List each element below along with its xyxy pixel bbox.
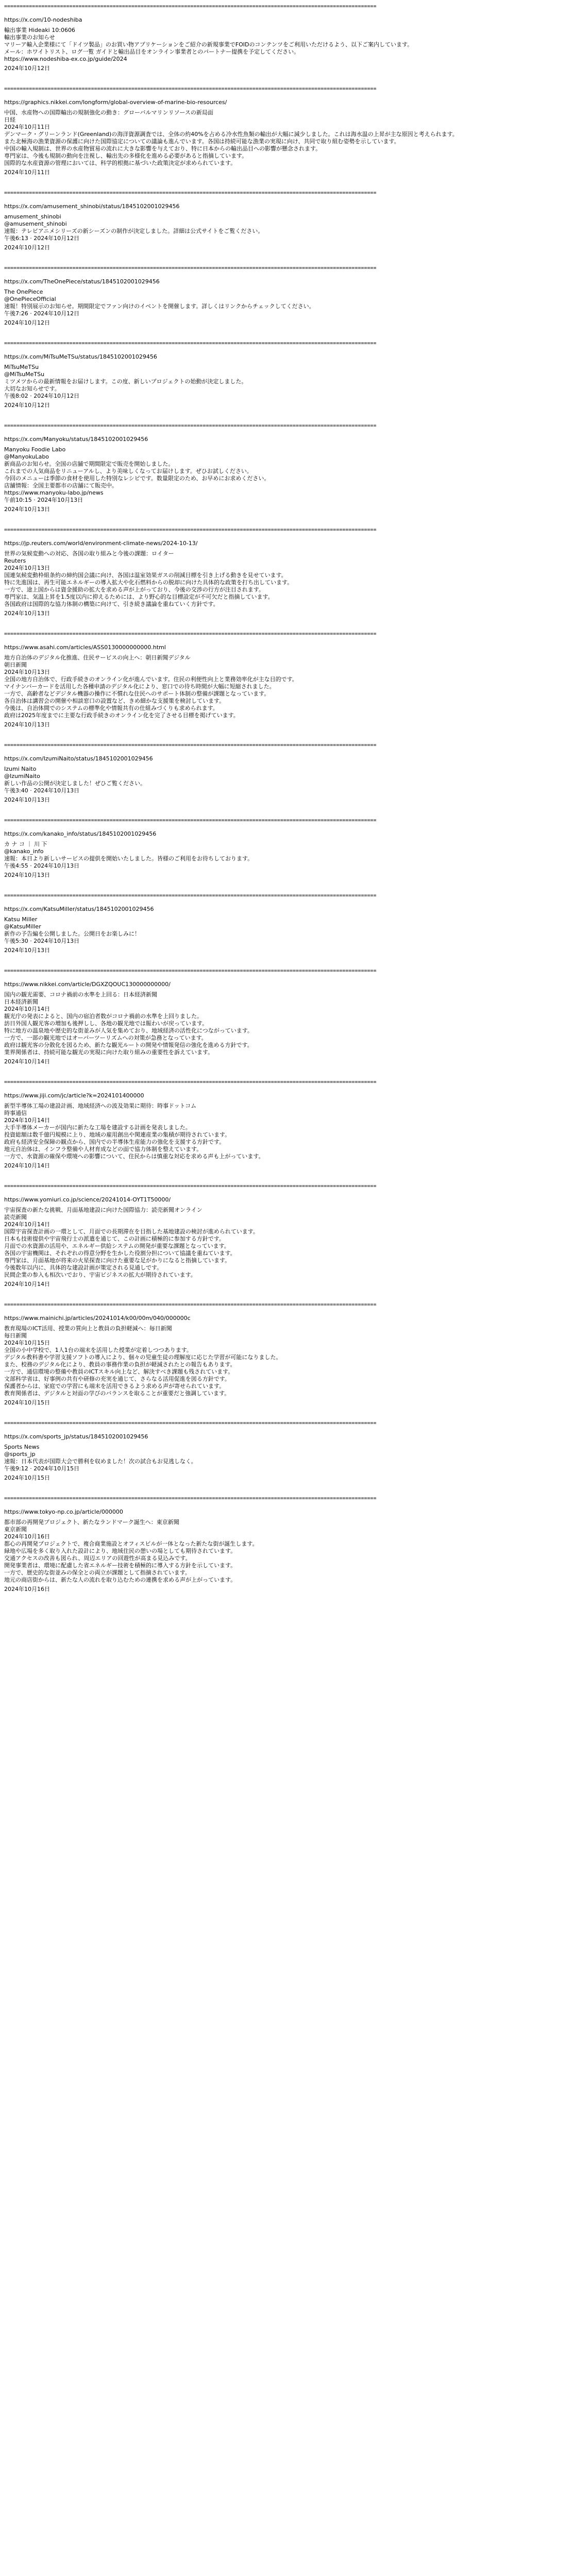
document-entry — [4, 892, 561, 954]
entry-text-line: 午後9:12 · 2024年10月15日 — [4, 1465, 80, 1472]
entry-text-line: 午後5:30 · 2024年10月13日 — [4, 938, 80, 944]
entry-text-line: 世界の気候変動への対応、各国の取り組みと今後の課題：ロイター — [4, 550, 174, 557]
entry-text-line: @MiTsuMeTSu — [4, 371, 45, 378]
entry-text-line: 訪日外国人観光客の増加も後押しし、各地の観光地では賑わいが戻っています。 — [4, 1020, 208, 1027]
entry-text-line: 地方自治体のデジタル化推進、住民サービスの向上へ：朝日新聞デジタル — [4, 654, 191, 661]
entry-text-line: 大切なお知らせです。 — [4, 385, 60, 392]
entry-text-line: ミツメツからの最新情報をお届けします。この度、新しいプロジェクトの始動が決定しました。 — [4, 378, 247, 385]
entry-text-line: 国連気候変動枠組条約の締約国会議に向け、各国は温室効果ガスの削減目標を引き上げる動きを見せています。 — [4, 572, 287, 579]
entry-text-line: 一方で、歴史的な街並みの保全との両立が課題として指摘されています。 — [4, 1569, 191, 1576]
entry-date: 2024年10月13日 — [4, 610, 50, 617]
entry-text-line: 午後4:55 · 2024年10月13日 — [4, 862, 80, 869]
entry-text-line: 都心の再開発プロジェクトで、複合商業施設とオフィスビルが一体となった新たな街が誕生します。 — [4, 1540, 258, 1547]
entry-text-line: 国際宇宙探査計画の一環として、月面での長期滞在を目指した基地建設の検討が進められています。 — [4, 1228, 259, 1235]
entry-separator: ======================================================================================================================== — [4, 4, 377, 9]
entry-text-line: MiTsuMeTSu — [4, 364, 39, 370]
entry-text-line: @sports_jp — [4, 1451, 36, 1458]
document-entry — [4, 1495, 561, 1593]
entry-text-line: 特に先進国は、再生可能エネルギーの導入拡大や化石燃料からの脱却に向けた具体的な政策を打ち出しています。 — [4, 579, 293, 586]
entry-url-link[interactable]: https://x.com/10-nodeshiba — [4, 16, 82, 23]
entry-url-link[interactable]: https://www.nikkei.com/article/DGXZQOUC130000000000/ — [4, 981, 171, 988]
entry-url-link[interactable]: https://x.com/Manyoku/status/1845102001029456 — [4, 436, 148, 443]
entry-text-line: 中国、水産物への国際輸出の規制強化の動き：グローバルマリンリソースの新局面 — [4, 109, 213, 116]
entry-text-line: 都市部の再開発プロジェクト、新たなランドマーク誕生へ：東京新聞 — [4, 1519, 179, 1526]
entry-text-line: 新作の予告編を公開しました。公開日をお楽しみに！ — [4, 930, 140, 937]
entry-text-line: 2024年10月14日 — [4, 1117, 50, 1124]
entry-text-line: @OnePieceOfficial — [4, 296, 56, 302]
entry-text-line: 全国の小中学校で、1人1台の端末を活用した授業が定着しつつあります。 — [4, 1347, 192, 1353]
entry-text-line: 速報：本日より新しいサービスの提供を開始いたしました。皆様のご利用をお待ちしております。 — [4, 855, 254, 862]
entry-url-link[interactable]: https://www.jiji.com/jc/article?k=2024101400000 — [4, 1092, 144, 1099]
entry-text-line: 教育関係者は、デジタルと対面の学びのバランスを取ることが重要だと強調しています。 — [4, 1390, 230, 1397]
entry-text-line: Sports News — [4, 1444, 40, 1450]
entry-separator: ======================================================================================================================== — [4, 818, 377, 823]
entry-text-line: 今後数年以内に、具体的な建設計画が策定される見通しです。 — [4, 1264, 163, 1271]
entry-text-line: 店舗情報：全国主要都市の店舗にて販売中。 — [4, 482, 117, 489]
document-entry — [4, 968, 561, 1065]
entry-date: 2024年10月13日 — [4, 947, 50, 954]
document-entry — [4, 631, 561, 728]
entry-text-line: デンマーク・グリーンランド(Greenland)の海洋資源調査では、全体の約40%を占める冷水性魚類の輸出が大幅に減少しました。これは海水温の上昇が主な原因と考えられます。 — [4, 131, 458, 138]
entry-text-line: 中国の輸入規制は、世界の水産物貿易の流れに大きな影響を与えており、特に日本からの輸出品目への影響が懸念されます。 — [4, 145, 322, 152]
entry-text-line: 地元の商店街からは、新たな人の流れを取り込むための連携を求める声が上がっています。 — [4, 1577, 237, 1583]
document-entry — [4, 742, 561, 804]
entry-text-line: カ ナ コ ｜ 川 下 — [4, 841, 47, 848]
entry-text-line: 月面での水資源の活用や、エネルギー供給システムの開発が重要な課題となっています。 — [4, 1243, 230, 1249]
entry-separator: ======================================================================================================================== — [4, 742, 377, 748]
entry-date: 2024年10月15日 — [4, 1399, 50, 1406]
document-entry — [4, 1183, 561, 1288]
entry-text-line: 政府は2025年度までに主要な行政手続きのオンライン化を完了させる目標を掲げています。 — [4, 712, 239, 719]
entry-text-line: @ManyokuLabo — [4, 453, 49, 460]
entry-text-line: 特に地方の温泉地や歴史的な街並みが人気を集めており、地域経済の活性化につながっています。 — [4, 1027, 253, 1034]
entry-text-line: 毎日新聞 — [4, 1332, 27, 1339]
document-entry — [4, 340, 561, 409]
entry-date: 2024年10月13日 — [4, 721, 50, 728]
entry-text-line: 地元自治体は、インフラ整備や人材育成などの面で協力体制を整えています。 — [4, 1146, 203, 1153]
entry-text-line: 民間企業の参入も相次いでおり、宇宙ビジネスの拡大が期待されています。 — [4, 1272, 196, 1278]
entry-separator: ======================================================================================================================== — [4, 86, 377, 92]
entry-text-line: デジタル教科書や学習支援ソフトの導入により、個々の児童生徒の理解度に応じた学習が可能になりました。 — [4, 1354, 282, 1361]
entry-text-line: メール：ホワイトリスト、ログ一覧 ガイドと輸出品目をオンライン事業者とのパートナー提携を予定してください。 — [4, 48, 300, 55]
entry-text-line: 朝日新聞 — [4, 662, 27, 668]
entry-text-line: 各国の宇宙機関は、それぞれの得意分野を生かした役割分担について協議を重ねています。 — [4, 1250, 236, 1257]
entry-url-link[interactable]: https://www.mainichi.jp/articles/20241014/k00/00m/040/000000c — [4, 1315, 191, 1321]
entry-text-line: 輸出事業 Hideaki 10:0606 — [4, 27, 75, 33]
entry-text-line: 投資総額は数千億円規模に上り、地域の雇用創出や関連産業の集積が期待されています。 — [4, 1131, 231, 1138]
entry-text-line: Manyoku Foodie Labo — [4, 446, 66, 453]
entry-text-line: 大手半導体メーカーが国内に新たな工場を建設する計画を発表しました。 — [4, 1124, 191, 1131]
entry-text-line: 午後7:26 · 2024年10月12日 — [4, 310, 80, 317]
entry-text-line: 2024年10月14日 — [4, 1006, 50, 1012]
entry-separator: ======================================================================================================================== — [4, 190, 377, 196]
entry-text-line: 観光庁の発表によると、国内の宿泊者数がコロナ禍前の水準を上回りました。 — [4, 1013, 203, 1020]
entry-text-line: Katsu Miller — [4, 916, 38, 923]
entry-text-line: 速報：日本代表が国際大会で勝利を収めました！次の試合もお見逃しなく。 — [4, 1458, 197, 1465]
entry-text-line: 全国の地方自治体で、行政手続きのオンライン化が進んでいます。住民の利便性向上と業務効率化が主な目的です。 — [4, 676, 298, 683]
entry-date: 2024年10月11日 — [4, 169, 50, 176]
entry-text-line: 各自治体は講習会の開催や相談窓口の設置など、きめ細かな支援策を検討しています。 — [4, 698, 225, 704]
entry-text-line: 午後3:40 · 2024年10月13日 — [4, 787, 80, 794]
document-entry — [4, 817, 561, 879]
entry-text-line: 2024年10月14日 — [4, 1221, 50, 1228]
entry-url-link[interactable]: https://www.asahi.com/articles/ASS0130000000000.html — [4, 644, 166, 651]
entry-url-link[interactable]: https://graphics.nikkei.com/longform/global-overview-of-marine-bio-resources/ — [4, 99, 227, 106]
entry-separator: ======================================================================================================================== — [4, 527, 377, 533]
entry-text-line: @amusement_shinobi — [4, 221, 67, 227]
entry-text-line: @IzumiNaito — [4, 773, 40, 779]
entry-text-line: Reuters — [4, 557, 26, 564]
entry-text-line: amusement_shinobi — [4, 213, 61, 220]
entry-text-line: 開発事業者は、環境に配慮した省エネルギー技術を積極的に導入する方針を示しています。 — [4, 1562, 237, 1569]
entry-date: 2024年10月13日 — [4, 506, 50, 513]
entry-date: 2024年10月13日 — [4, 872, 50, 878]
entry-text-line: 速報！特別展示のお知らせ。期間限定でファン向けのイベントを開催します。詳しくはリンクからチェックしてください。 — [4, 303, 315, 310]
entry-text-line: 一方で、途上国からは資金援助の拡大を求める声が上がっており、今後の交渉の行方が注目されます。 — [4, 586, 264, 593]
entry-separator: ======================================================================================================================== — [4, 1183, 377, 1189]
entry-text-line: 交通アクセスの改善も図られ、周辺エリアの回遊性が高まる見込みです。 — [4, 1555, 191, 1562]
entry-text-line: @kanako_info — [4, 848, 44, 855]
entry-text-line: 輸出事業のお知らせ — [4, 34, 55, 41]
entry-text-line: 2024年10月13日 — [4, 565, 50, 571]
entry-text-line: 専門家は、気温上昇を1.5度以内に抑えるためには、より野心的な目標設定が不可欠だと指摘しています。 — [4, 594, 274, 600]
document-entry — [4, 265, 561, 327]
entry-text-line: 東京新聞 — [4, 1526, 27, 1533]
document-entry — [4, 1079, 561, 1170]
entry-text-line: 新しい作品の公開が決定しました！ぜひご覧ください。 — [4, 780, 146, 787]
entry-date: 2024年10月14日 — [4, 1058, 50, 1065]
entry-separator: ======================================================================================================================== — [4, 968, 377, 974]
entry-text-line: 今回のメニューは季節の食材を使用した特別なレシピです。数量限定のため、お早めにお求めください。 — [4, 475, 270, 482]
entry-text-line: https://www.nodeshiba-ex.co.jp/guide/2024 — [4, 56, 127, 62]
entry-text-line: 国内の観光需要、コロナ禍前の水準を上回る：日本経済新聞 — [4, 991, 157, 998]
entry-text-line: 一方で、一部の観光地ではオーバーツーリズムへの対策が急務となっています。 — [4, 1035, 207, 1041]
entry-text-line: 業界関係者は、持続可能な観光の実現に向けた取り組みの重要性を訴えています。 — [4, 1049, 214, 1056]
entry-text-line: 日本も技術提供や宇宙飛行士の派遣を通じて、この計画に積極的に参加する方針です。 — [4, 1235, 225, 1242]
document-entry — [4, 190, 561, 251]
entry-text-line: 政府も経済安全保障の観点から、国内での半導体生産能力の強化を支援する方針です。 — [4, 1139, 225, 1145]
entry-text-line: 午前10:15 · 2024年10月13日 — [4, 497, 83, 503]
entry-text-line: また北極海の漁業資源の保護に向けた国際協定についての議論も進んでいます。各国は持続可能な漁業の実現に向け、共同で取り組む姿勢を示しています。 — [4, 138, 400, 145]
entry-url-link[interactable]: https://x.com/amusement_shinobi/status/1845102001029456 — [4, 203, 180, 210]
entry-separator: ======================================================================================================================== — [4, 893, 377, 899]
document-entry — [4, 422, 561, 513]
entry-date: 2024年10月12日 — [4, 402, 50, 409]
entry-separator: ======================================================================================================================== — [4, 341, 377, 346]
entry-text-line: 教育現場のICT活用、授業の質向上と教員の負担軽減へ：毎日新聞 — [4, 1325, 172, 1332]
entry-date: 2024年10月12日 — [4, 319, 50, 326]
entry-text-line: 日本経済新聞 — [4, 998, 38, 1005]
entry-date: 2024年10月12日 — [4, 244, 50, 251]
entry-url-link[interactable]: https://x.com/sports_jp/status/1845102001029456 — [4, 1433, 148, 1440]
entry-separator: ======================================================================================================================== — [4, 1496, 377, 1501]
entry-text-line: マイナンバーカードを活用した各種申請のデジタル化により、窓口での待ち時間が大幅に短縮されました。 — [4, 683, 275, 690]
entry-url-link[interactable]: https://jp.reuters.com/world/environment-climate-news/2024-10-13/ — [4, 540, 198, 547]
entry-separator: ======================================================================================================================== — [4, 423, 377, 429]
entry-text-line: 2024年10月16日 — [4, 1533, 50, 1540]
entry-text-line: 専門家は、今後も規制の動向を注視し、輸出先の多様化を進める必要があると指摘しています。 — [4, 152, 248, 159]
entry-text-line: 2024年10月15日 — [4, 1340, 50, 1346]
entry-date: 2024年10月16日 — [4, 1586, 50, 1592]
entry-url-link[interactable]: https://x.com/kanako_info/status/1845102001029456 — [4, 831, 157, 837]
entry-text-line: 文部科学省は、好事例の共有や研修の充実を通じて、さらなる活用促進を図る方針です。 — [4, 1376, 230, 1382]
entry-url-link[interactable]: https://x.com/IzumiNaito/status/1845102001029456 — [4, 755, 153, 762]
entry-text-line: 今後は、自治体間でのシステムの標準化や情報共有の仕組みづくりも求められます。 — [4, 705, 218, 711]
entry-text-line: https://www.manyoku-labo.jp/news — [4, 489, 104, 496]
entry-text-line: 政府は観光客の分散化を図るため、新たな観光ルートの開発や情報発信の強化を進める方針です。 — [4, 1042, 253, 1048]
entry-text-line: 午後6:13 · 2024年10月12日 — [4, 235, 80, 242]
entry-date: 2024年10月13日 — [4, 796, 50, 803]
entry-text-line: マリーア輸入企業様にて「ドイツ製品」のお買い物アプリケーションをご紹介の新規事業でFOIDのコンテンツをご利用いただけるよう、以下ご案内しています。 — [4, 41, 413, 48]
entry-text-line: 午後8:02 · 2024年10月12日 — [4, 393, 80, 399]
entry-text-line: 各国政府は国際的な協力体制の構築に向けて、引き続き議論を重ねていく方針です。 — [4, 601, 219, 607]
entry-separator: ======================================================================================================================== — [4, 1302, 377, 1308]
entry-text-line: 新商品のお知らせ。全国の店舗で期間限定で販売を開始しました。 — [4, 461, 174, 467]
entry-text-line: 保護者からは、家庭での学習にも端末を活用できるよう求める声が寄せられています。 — [4, 1383, 225, 1389]
entry-text-line: 緑地や広場を多く取り入れた設計により、地域住民の憩いの場としても期待されています。 — [4, 1548, 237, 1554]
entry-text-line: 国際的な水産資源の管理においては、科学的根拠に基づいた政策決定が求められています。 — [4, 160, 237, 166]
entry-date: 2024年10月14日 — [4, 1281, 50, 1287]
entry-url-link[interactable]: https://x.com/TheOnePiece/status/1845102001029456 — [4, 278, 160, 285]
entry-date: 2024年10月14日 — [4, 1162, 50, 1169]
entry-text-line: @KatsuMiller — [4, 923, 41, 930]
entry-separator: ======================================================================================================================== — [4, 1079, 377, 1085]
entry-text-line: 新型半導体工場の建設計画、地域経済への波及効果に期待：時事ドットコム — [4, 1103, 197, 1109]
entry-url-link[interactable]: https://x.com/MiTsuMeTSu/status/1845102001029456 — [4, 353, 157, 360]
entry-text-line: The OnePiece — [4, 289, 43, 295]
entry-text-line: 時事通信 — [4, 1110, 27, 1116]
entry-date: 2024年10月15日 — [4, 1475, 50, 1481]
entry-text-line: 2024年10月11日 — [4, 124, 50, 130]
entry-separator: ======================================================================================================================== — [4, 1420, 377, 1426]
entry-text-line: これまでの人気商品をリニューアルし、より美味しくなってお届けします。ぜひお試しください。 — [4, 468, 252, 474]
entry-url-link[interactable]: https://www.yomiuri.co.jp/science/20241014-OYT1T50000/ — [4, 1196, 171, 1203]
entry-text-line: また、校務のデジタル化により、教員の事務作業の負担が軽減されたとの報告もあります。 — [4, 1361, 236, 1368]
entry-text-line: 読売新聞 — [4, 1214, 27, 1221]
entry-text-line: 一方で、通信環境の整備や教員のICTスキル向上など、解決すべき課題も残されています。 — [4, 1368, 234, 1375]
document-entry — [4, 1301, 561, 1406]
entry-url-link[interactable]: https://x.com/KatsuMiller/status/1845102001029456 — [4, 906, 154, 912]
document-entry — [4, 86, 561, 176]
document-entry — [4, 1420, 561, 1482]
entry-text-line: 一方で、高齢者などデジタル機器の操作に不慣れな住民へのサポート体制の整備が課題となっています。 — [4, 690, 270, 697]
entry-text-line: 一方で、水資源の確保や環境への影響について、住民からは慎重な対応を求める声も上がっています。 — [4, 1153, 264, 1160]
entry-separator: ======================================================================================================================== — [4, 631, 377, 637]
document-entry — [4, 527, 561, 617]
entry-text-line: 2024年10月13日 — [4, 669, 50, 675]
entry-text-line: 専門家は、月面基地が将来の火星探査に向けた重要な足がかりになると指摘しています。 — [4, 1257, 231, 1264]
entry-text-line: 宇宙探査の新たな挑戦、月面基地建設に向けた国際協力：読売新聞オンライン — [4, 1207, 203, 1213]
entry-text-line: 日経 — [4, 116, 15, 123]
entry-separator: ======================================================================================================================== — [4, 265, 377, 271]
entry-text-line: 速報：テレビアニメシリーズの新シーズンの制作が決定しました。詳細は公式サイトをご覧ください。 — [4, 228, 264, 234]
entry-url-link[interactable]: https://www.tokyo-np.co.jp/article/000000 — [4, 1509, 123, 1515]
entry-date: 2024年10月12日 — [4, 65, 50, 72]
document-entry — [4, 3, 561, 72]
entry-text-line: Izumi Naito — [4, 766, 37, 772]
